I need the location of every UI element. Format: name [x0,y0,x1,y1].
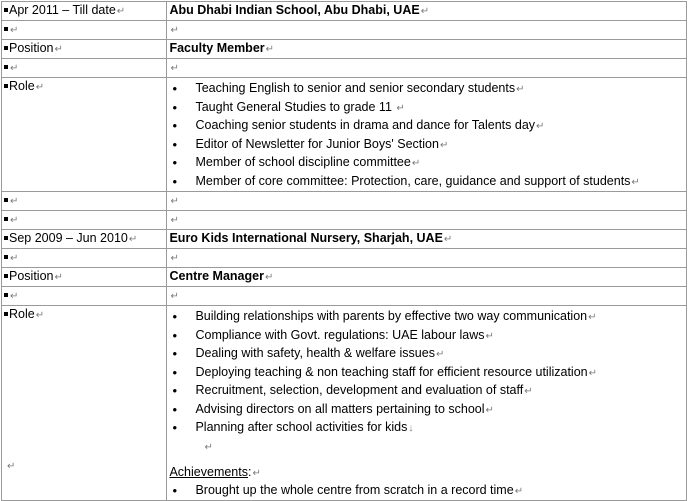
table-row [2,230,687,249]
position-label: Position [9,269,54,283]
position-title: Faculty Member [169,41,265,55]
table-row: ↵ ↵ [2,249,687,268]
dates-cell: Sep 2009 – Jun 2010↵ [2,230,167,249]
experience-table [1,1,687,501]
list-item: • Editor of Newsletter for Junior Boys' Section↵ [169,136,686,155]
role-label: Role [9,79,35,93]
list-item: • Taught General Studies to grade 11 ↵ [169,99,686,118]
list-item: • Member of school discipline committee↵ [169,154,686,173]
duties-list [169,308,686,438]
table-row: ↵ ↵ [2,21,687,40]
table-row [2,2,687,21]
list-item: • Member of core committee: Protection, care, guidance and support of students↵ [169,173,686,192]
list-item: • Recruitment, selection, development and evaluation of staff↵ [169,382,686,401]
dates-cell [2,2,167,21]
job-dates: Sep 2009 – Jun 2010 [9,231,128,245]
list-item: • Compliance with Govt. regulations: UAE labour laws↵ [169,327,686,346]
end-paragraph-mark: ↵ [7,461,16,472]
employer-name: Abu Dhabi Indian School, Abu Dhabi, UAE [169,3,420,17]
list-item: • Planning after school activities for kids↓ [169,419,686,438]
table-row: Role↵ • Teaching English to senior and senior secondary students↵ • Taught General Studies to grade 11 ↵ • Coaching senior students in drama and dance for Talents day↵ • Editor of Newsletter for Junior Boys' Section↵ • Member of school discipline committee↵ • Member of core committee: Protection, care, guidance and support of students↵ [2,78,687,192]
table-row: ↵ ↵ [2,192,687,211]
table-row: ↵ ↵ [2,211,687,230]
achievements-heading: Achievements:↵ [169,464,261,479]
position-title: Centre Manager [169,269,264,283]
list-item: • Advising directors on all matters pertaining to school↵ [169,401,686,420]
employer-cell: Euro Kids International Nursery, Sharjah, UAE↵ [167,230,687,249]
table-row: Role↵ • Building relationships with parents by effective two way communication↵ • Compliance with Govt. regulations: UAE labour laws↵ • Dealing with safety, health & welfare issues↵ • Deploying teaching & non teaching staff for efficient resource utilization↵ • Recruitment, selection, development and evaluation of staff↵ • Advising directors on all matters pertaining to school↵ • Planning after school activities for kids↓ ↵ Achievements:↵ • Brought up the whole centre from scratch in a record time↵ [2,306,687,501]
employer-cell: Abu Dhabi Indian School, Abu Dhabi, UAE↵ [167,2,687,21]
table-row: Position↵ Centre Manager↵ [2,268,687,287]
role-label: Role [9,307,35,321]
job-dates: Apr 2011 – Till date [9,3,116,17]
list-item: • Brought up the whole centre from scratch in a record time↵ [169,482,686,501]
paragraph-mark: ↵ [116,6,126,17]
position-label: Position [9,41,54,55]
duties-cell [167,78,687,192]
list-item: • Deploying teaching & non teaching staff for efficient resource utilization↵ [169,364,686,383]
table-row: ↵ ↵ [2,59,687,78]
employer-name: Euro Kids International Nursery, Sharjah, UAE [169,231,443,245]
list-item: • Teaching English to senior and senior secondary students↵ [169,80,686,99]
table-row: ↵ ↵ [2,287,687,306]
table-row: Position↵ Faculty Member↵ [2,40,687,59]
list-item: • Building relationships with parents by effective two way communication↵ [169,308,686,327]
duties-cell: • Building relationships with parents by effective two way communication↵ • Compliance with Govt. regulations: UAE labour laws↵ • Dealing with safety, health & welfare issues↵ • Deploying teaching & non teaching staff for efficient resource utilization↵ • Recruitment, selection, development and evaluation of staff↵ • Advising directors on all matters pertaining to school↵ • Planning after school activities for kids↓ ↵ Achievements:↵ • Brought up the whole centre from scratch in a record time↵ [167,306,687,501]
duties-list [169,80,686,191]
achievements-list [169,482,686,501]
list-item: • Coaching senior students in drama and dance for Talents day↵ [169,117,686,136]
list-item: • Dealing with safety, health & welfare issues↵ [169,345,686,364]
